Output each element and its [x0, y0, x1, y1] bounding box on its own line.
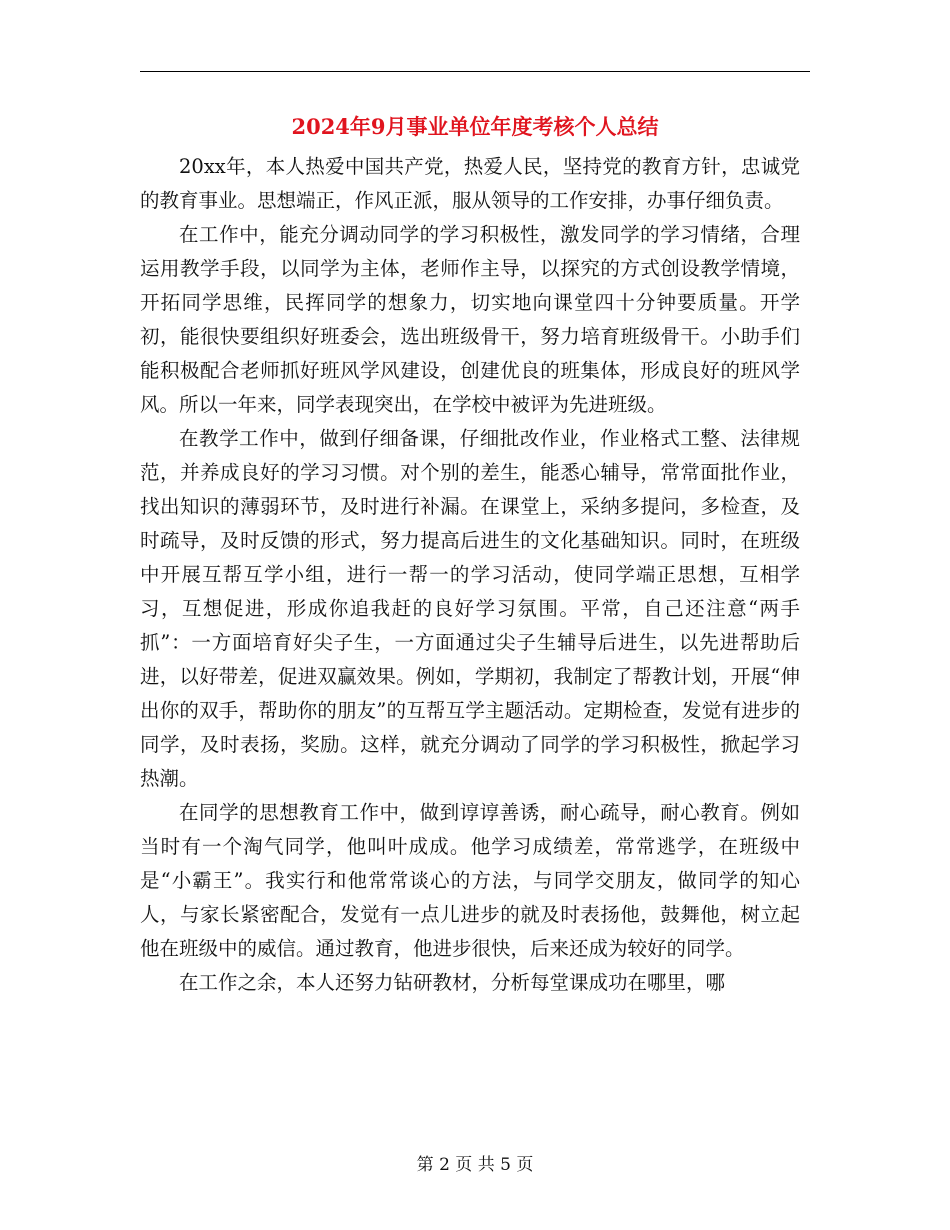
document-body	[140, 150, 800, 1000]
paragraph-ideological-education: 在同学的思想教育工作中，做到谆谆善诱，耐心疏导，耐心教育。例如当时有一个淘气同学，他叫叶成成。他学习成绩差，常常逃学，在班级中是“小霸王”。我实行和他常常谈心的方法，与同学交朋友，做同学的知心人，与家长紧密配合，发觉有一点儿进步的就及时表扬他，鼓舞他，树立起他在班级中的威信。通过教育，他进步很快，后来还成为较好的同学。	[140, 801, 800, 960]
document-title: 2024年9月事业单位年度考核个人总结	[291, 114, 659, 139]
paragraph-political-stance: 20xx年，本人热爱中国共产党，热爱人民，坚持党的教育方针，忠诚党的教育事业。思想端正，作风正派，服从领导的工作安排，办事仔细负责。	[140, 155, 800, 212]
paragraph-class-management: 在工作中，能充分调动同学的学习积极性，激发同学的学习情绪，合理运用教学手段，以同学为主体，老师作主导，以探究的方式创设教学情境，开拓同学思维，民挥同学的想象力，切实地向课堂四十分钟要质量。开学初，能很快要组织好班委会，选出班级骨干，努力培育班级骨干。小助手们能积极配合老师抓好班风学风建设，创建优良的班集体，形成良好的班风学风。所以一年来，同学表现突出，在学校中被评为先进班级。	[140, 223, 800, 416]
paragraph-self-study: 在工作之余，本人还努力钻研教材，分析每堂课成功在哪里，哪	[179, 971, 726, 994]
page-number-footer: 第 2 页 共 5 页	[416, 1155, 534, 1175]
header-rule	[140, 71, 810, 72]
paragraph-teaching-work: 在教学工作中，做到仔细备课，仔细批改作业，作业格式工整、法律规范，并养成良好的学习习惯。对个别的差生，能悉心辅导，常常面批作业，找出知识的薄弱环节，及时进行补漏。在课堂上，采纳多提问，多检查，及时疏导，及时反馈的形式，努力提高后进生的文化基础知识。同时，在班级中开展互帮互学小组，进行一帮一的学习活动，使同学端正思想，互相学习，互想促进，形成你追我赶的良好学习氛围。平常，自己还注意“两手抓”：一方面培育好尖子生，一方面通过尖子生辅导后进生，以先进帮助后进，以好带差，促进双赢效果。例如，学期初，我制定了帮教计划，开展“伸出你的双手，帮助你的朋友”的互帮互学主题活动。定期检查，发觉有进步的同学，及时表扬，奖励。这样，就充分调动了同学的学习积极性，掀起学习热潮。	[140, 427, 800, 790]
